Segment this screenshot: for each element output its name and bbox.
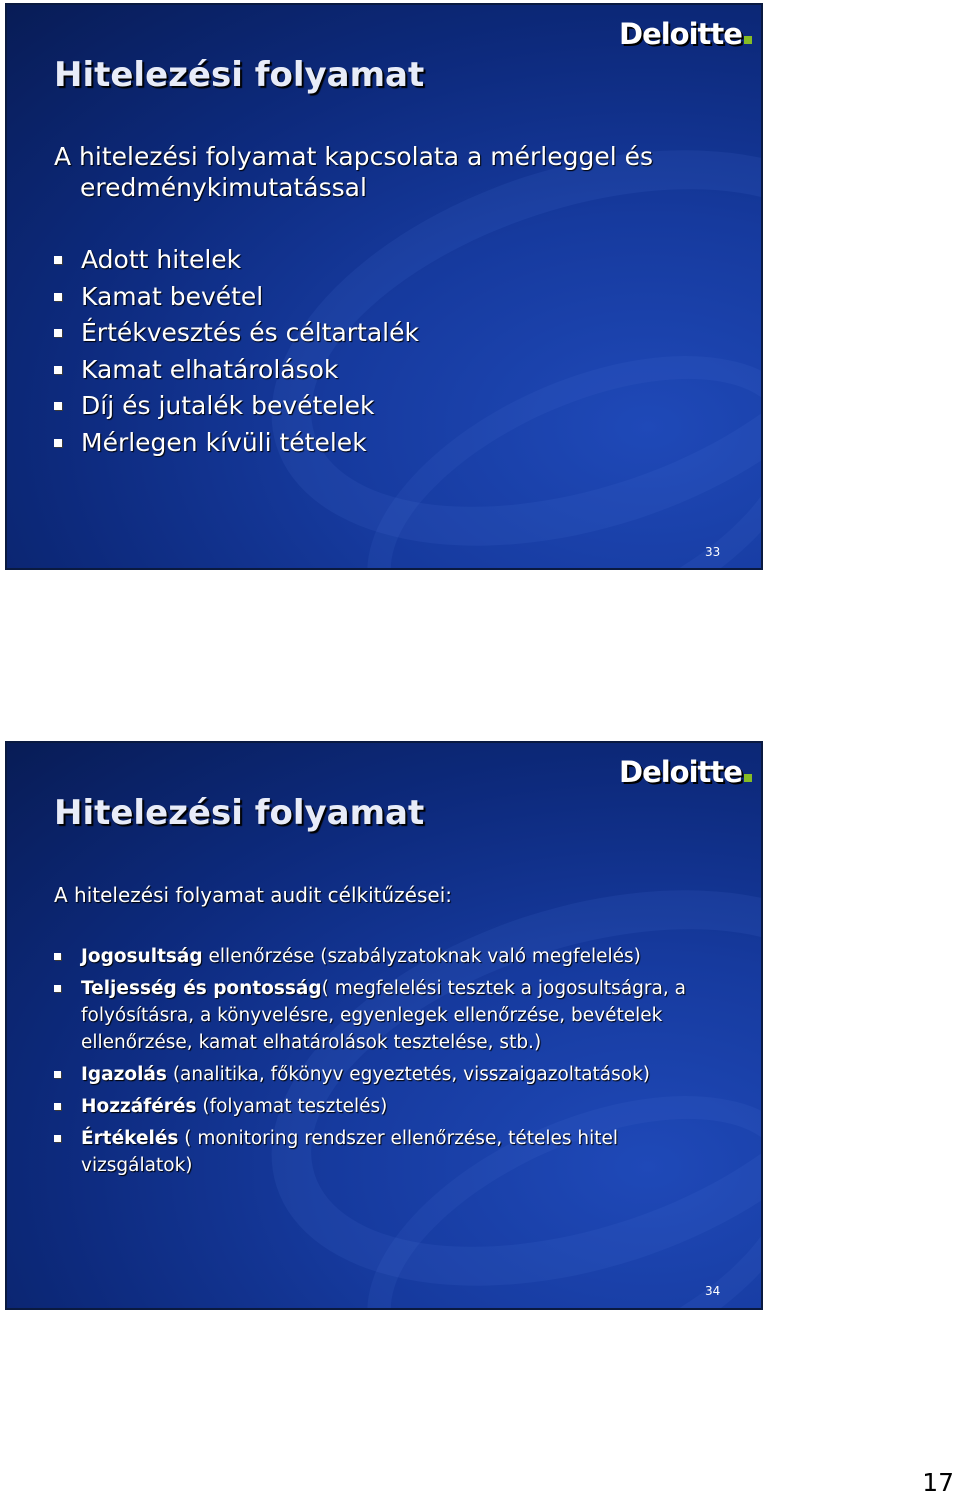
square-bullet-icon [54, 366, 62, 374]
deloitte-logo: Deloitte [619, 17, 752, 51]
slide-number: 33 [705, 545, 721, 559]
square-bullet-icon [54, 1103, 61, 1110]
list-item: Értékelés ( monitoring rendszer ellenőrzése, tételes hitel vizsgálatok) [54, 1125, 734, 1179]
square-bullet-icon [54, 439, 62, 447]
square-bullet-icon [54, 402, 62, 410]
bullet-list [54, 245, 419, 464]
slide-subtitle: A hitelezési folyamat audit célkitűzései: [54, 883, 452, 907]
slide-subtitle: A hitelezési folyamat kapcsolata a mérleggel és eredménykimutatással [54, 142, 653, 202]
square-bullet-icon [54, 1071, 61, 1078]
slide-number: 34 [705, 1284, 721, 1298]
list-item: Kamat bevétel [54, 282, 419, 319]
list-item: Kamat elhatárolások [54, 355, 419, 392]
slide-title: Hitelezési folyamat [54, 55, 425, 95]
slide-title: Hitelezési folyamat [54, 793, 425, 833]
square-bullet-icon [54, 329, 62, 337]
list-item: Igazolás (analitika, főkönyv egyeztetés, visszaigazoltatások) [54, 1061, 734, 1088]
slide-34 [5, 741, 763, 1310]
list-item: Díj és jutalék bevételek [54, 391, 419, 428]
square-bullet-icon [54, 1135, 61, 1142]
square-bullet-icon [54, 985, 61, 992]
page-number: 17 [922, 1468, 954, 1497]
list-item: Értékvesztés és céltartalék [54, 318, 419, 355]
list-item: Mérlegen kívüli tételek [54, 428, 419, 465]
list-item: Jogosultság ellenőrzése (szabályzatoknak való megfelelés) [54, 943, 734, 970]
list-item: Hozzáférés (folyamat tesztelés) [54, 1093, 734, 1120]
list-item: Adott hitelek [54, 245, 419, 282]
square-bullet-icon [54, 293, 62, 301]
deloitte-logo: Deloitte [619, 755, 752, 789]
list-item: Teljesség és pontosság( megfelelési tesztek a jogosultságra, a folyósításra, a könyvelésre, egyenlegek ellenőrzése, bevételek ellenőrzése, kamat elhatárolások tesztelése, stb.) [54, 975, 734, 1056]
slide-33 [5, 3, 763, 570]
square-bullet-icon [54, 256, 62, 264]
square-bullet-icon [54, 953, 61, 960]
bullet-list [54, 943, 734, 1184]
